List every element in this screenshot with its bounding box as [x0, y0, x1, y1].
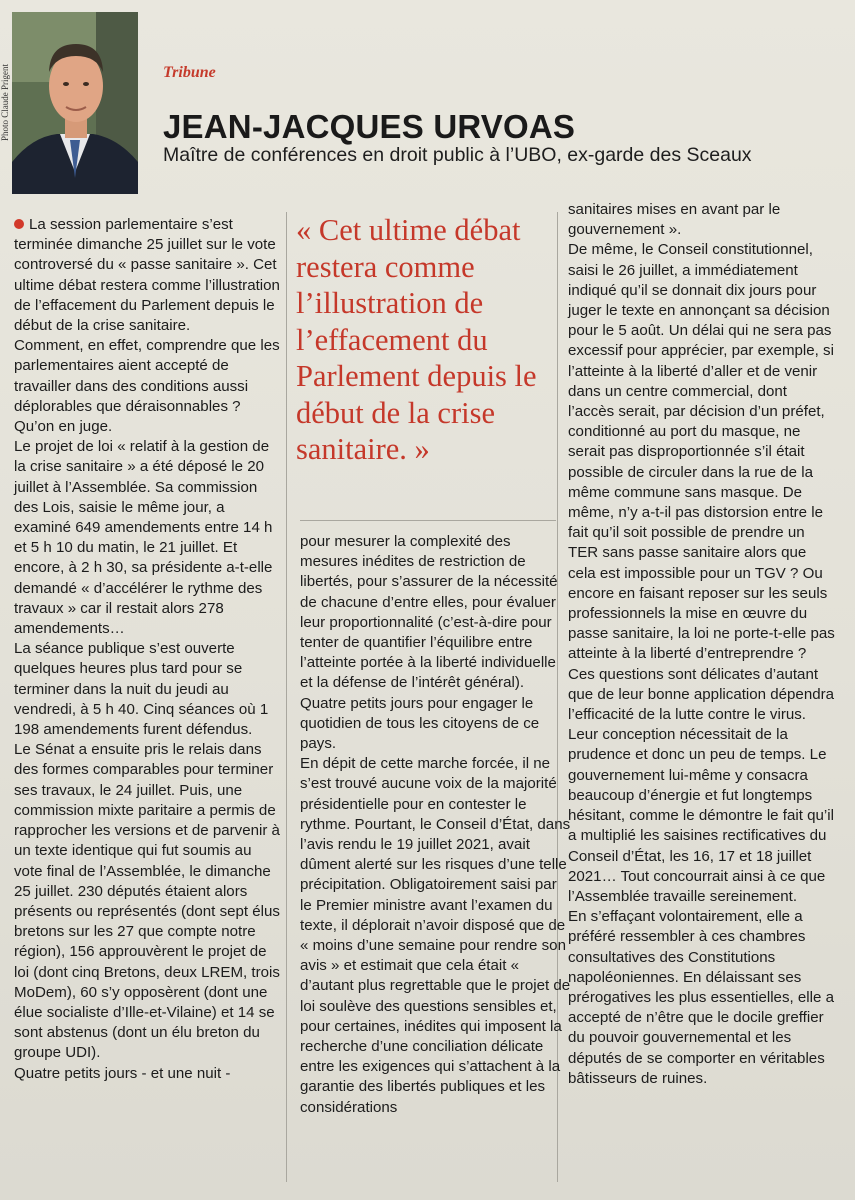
paragraph: sanitaires mises en avant par le gouvernement ». — [568, 201, 781, 239]
author-role: Maître de conférences en droit public à l’UBO, ex-garde des Sceaux — [163, 144, 752, 166]
paragraph: En s’effaçant volontairement, elle a préféré ressembler à ces chambres consultatives des Constitutions napoléoniennes. En délaissant ses prérogatives les plus essentielles, elle a accepté de n’être que le docile greffier du pouvoir gouvernemental et les députés de se comporter en véritables bâtisseurs de ruines. — [568, 908, 834, 1087]
paragraph: Quatre petits jours - et une nuit - — [14, 1064, 231, 1082]
paragraph: Le projet de loi « relatif à la gestion de la crise sanitaire » a été déposé le 20 juillet à l’Assemblée. Sa commission des Lois, saisie le même jour, a examiné 649 amendements entre 14 h et 5 h 10 du matin, le 21 juillet. Et encore, à 2 h 30, sa présidente a-t-elle demandé « d’accélérer le rythme des travaux » car il restait alors 278 amendements… — [14, 438, 273, 638]
paragraph: Quatre petits jours pour engager le quotidien de tous les citoyens de ce pays. — [300, 694, 540, 753]
photo-credit: Photo Claude Prigent — [0, 64, 10, 142]
author-photo — [12, 12, 138, 194]
paragraph — [14, 215, 284, 336]
paragraph-text: La session parlementaire s’est terminée dimanche 25 juillet sur le vote controversé du « passe sanitaire ». Cet ultime débat restera comme l’illustration de l’effacement du Parlement depuis le début de la crise sanitaire. — [14, 216, 280, 335]
paragraph: De même, le Conseil constitutionnel, saisi le 26 juillet, a immédiatement indiqué qu’il se donnait dix jours pour juger le texte en annonçant sa décision pour le 5 août. Un délai qui ne sera pas excessif pour apprécier, par exemple, si l’atteinte à la liberté d’aller et de venir dans un centre commercial, dont l’accès serait, par décision d’un préfet, conditionné au port du masque, ne serait pas disproportionnée s’il était possible de circuler dans la rue de la même commune sans masque. De même, n’y a-t-il pas distorsion entre le fait qu’il soit possible de prendre un TER sans passe sanitaire alors que cela est impossible pour un TGV ? Ou encore en faisant reposer sur les seuls professionnels la mise en œuvre du passe sanitaire, la loi ne porte-t-elle pas atteinte à la liberté d’entreprendre ? — [568, 241, 835, 663]
article-column-2 — [300, 532, 572, 1118]
section-kicker: Tribune — [163, 64, 216, 81]
red-bullet-icon — [14, 219, 24, 229]
paragraph: Comment, en effet, comprendre que les parlementaires aient accepté de travailler dans des conditions aussi déplorables que déraisonnables ? Qu’on en juge. — [14, 337, 280, 436]
paragraph: Le Sénat a ensuite pris le relais dans des formes comparables pour terminer ses travaux, le 24 juillet. Puis, une commission mixte paritaire a permis de rapprocher les versions et de parvenir à un texte identique qui fut soumis au vote final de l’Assemblée, le dimanche 25 juillet. 230 députés étaient alors présents ou représentés (dont sept élus bretons sur les 27 que compte notre région), 156 approuvèrent le projet de loi (dont cinq Bretons, deux LREM, trois MoDem), 60 s’y opposèrent (dont une élue socialiste d’Ille-et-Vilaine) et 14 se sont abstenus (dont un élu breton du groupe UDI). — [14, 741, 280, 1062]
pull-quote: « Cet ultime débat restera comme l’illustration de l’effacement du Parlement depuis le début de la crise sanitaire. » — [296, 213, 537, 466]
author-portrait — [12, 12, 138, 194]
article-column-3 — [568, 200, 836, 1089]
author-name: JEAN-JACQUES URVOAS — [163, 108, 576, 145]
paragraph: Ces questions sont délicates d’autant que de leur bonne application dépendra l’efficacité de la lutte contre le virus. Leur conception nécessitait de la prudence et donc un peu de temps. Le gouvernement lui-même y consacra beaucoup d’énergie et fut longtemps hésitant, comme le démontre le fait qu’il a multiplié les saisines rectificatives du Conseil d’État, les 16, 17 et 18 juillet 2021… Tout concourrait ainsi à ce que l’Assemblée travaille sereinement. — [568, 665, 835, 905]
paragraph: En dépit de cette marche forcée, il ne s’est trouvé aucune voix de la majorité présidentielle pour en contester le rythme. Pourtant, le Conseil d’État, dans l’avis rendu le 19 juillet 2021, avait dûment alerté sur les risques d’une telle précipitation. Obligatoirement saisi par le Premier ministre avant l’examen du texte, il déplorait n’avoir disposé que de « moins d’une semaine pour rendre son avis » et estimait que cela était « d’autant plus regrettable que le projet de loi soulève des questions sensibles et, pour certaines, inédites qui imposent la recherche d’une conciliation délicate entre les exigences qui s’attachent à la garantie des libertés publiques et les considérations — [300, 755, 571, 1116]
paragraph: La séance publique s’est ouverte quelques heures plus tard pour se terminer dans la nuit du jeudi au vendredi, à 5 h 40. Cinq séances où 1 198 amendements furent défendus. — [14, 640, 269, 739]
column-divider — [286, 212, 287, 1182]
article-column-1 — [14, 215, 284, 1084]
paragraph: pour mesurer la complexité des mesures inédites de restriction de libertés, pour s’assurer de la nécessité de chacune d’entre elles, pour évaluer leur proportionnalité (c’est-à-dire pour tenter de quantifier l’équilibre entre l’atteinte portée à la liberté individuelle et la défense de l’intérêt général). — [300, 533, 558, 692]
quote-separator — [300, 520, 556, 521]
